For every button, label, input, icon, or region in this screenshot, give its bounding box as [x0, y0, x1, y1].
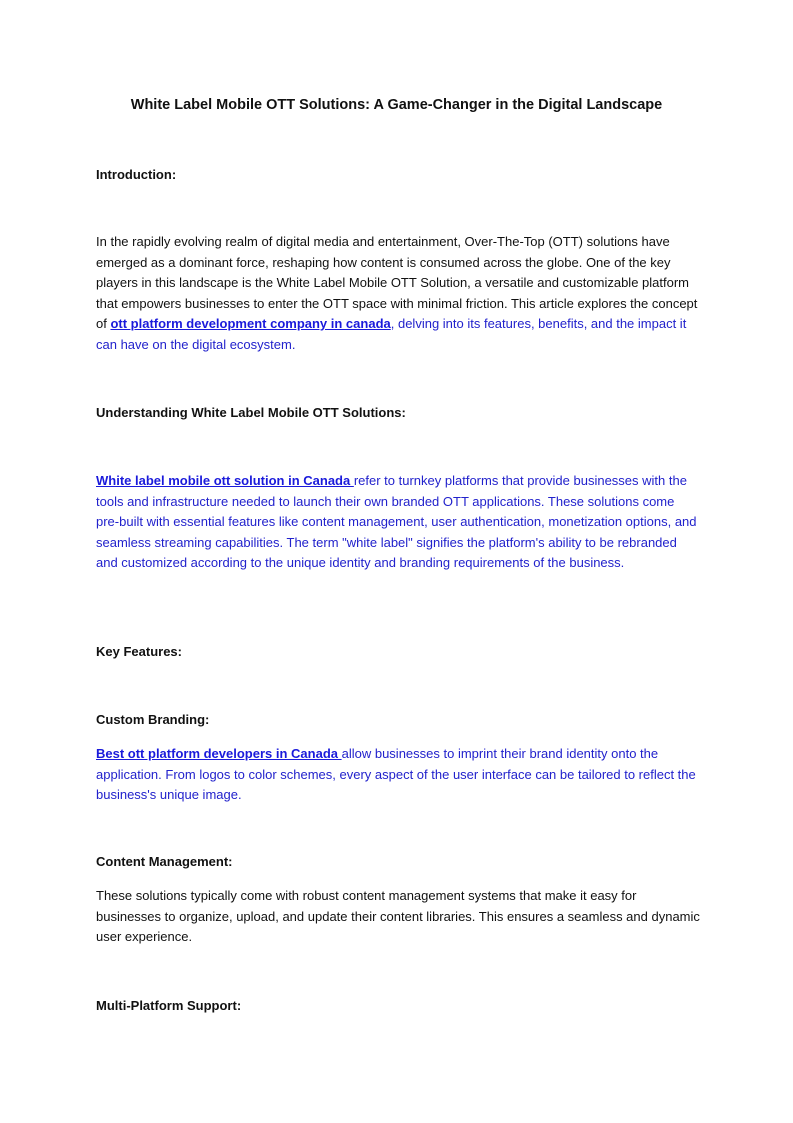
- understanding-heading: Understanding White Label Mobile OTT Solutions:: [96, 405, 406, 420]
- intro-paragraph: [96, 232, 700, 356]
- understanding-paragraph: [96, 471, 700, 574]
- ott-platform-company-link[interactable]: ott platform development company in canada: [110, 316, 391, 332]
- custom-branding-paragraph: [96, 744, 700, 806]
- custom-branding-heading: Custom Branding:: [96, 712, 210, 727]
- content-management-heading: Content Management:: [96, 854, 233, 869]
- document-title: White Label Mobile OTT Solutions: A Game-Changer in the Digital Landscape: [130, 97, 663, 113]
- custom-branding-text: allow businesses to imprint their brand identity onto the application. From logos to color schemes, every aspect of the user interface can be tailored to reflect the business's unique image.: [96, 746, 696, 803]
- multi-platform-heading: Multi-Platform Support:: [96, 998, 242, 1013]
- intro-text: In the rapidly evolving realm of digital media and entertainment, Over-The-Top (OTT) solutions have emerged as a dominant force, reshaping how content is consumed across the globe. One of the key players in this landscape is the White Label Mobile OTT Solution, a versatile and customizable platform that empowers businesses to enter the OTT space with minimal friction. This article explores the concept of: [96, 234, 698, 332]
- understanding-text: refer to turnkey platforms that provide businesses with the tools and infrastructure needed to launch their own branded OTT applications. These solutions come pre-built with essential features like content management, user authentication, monetization options, and seamless streaming capabilities. The term "white label" signifies the platform's ability to be rebranded and customized according to the unique identity and branding requirements of the business.: [96, 473, 697, 571]
- best-ott-developers-link[interactable]: Best ott platform developers in Canada: [96, 746, 342, 761]
- intro-after-text: , delving into its features, benefits, and the impact it can have on the digital ecosystem.: [96, 316, 687, 352]
- key-features-heading: Key Features:: [96, 644, 182, 659]
- intro-heading: Introduction:: [96, 167, 177, 182]
- white-label-solution-link[interactable]: White label mobile ott solution in Canada: [96, 473, 354, 488]
- content-management-paragraph: These solutions typically come with robust content management systems that make it easy for businesses to organize, upload, and update their content libraries. This ensures a seamless and dynamic user experience.: [96, 888, 700, 945]
